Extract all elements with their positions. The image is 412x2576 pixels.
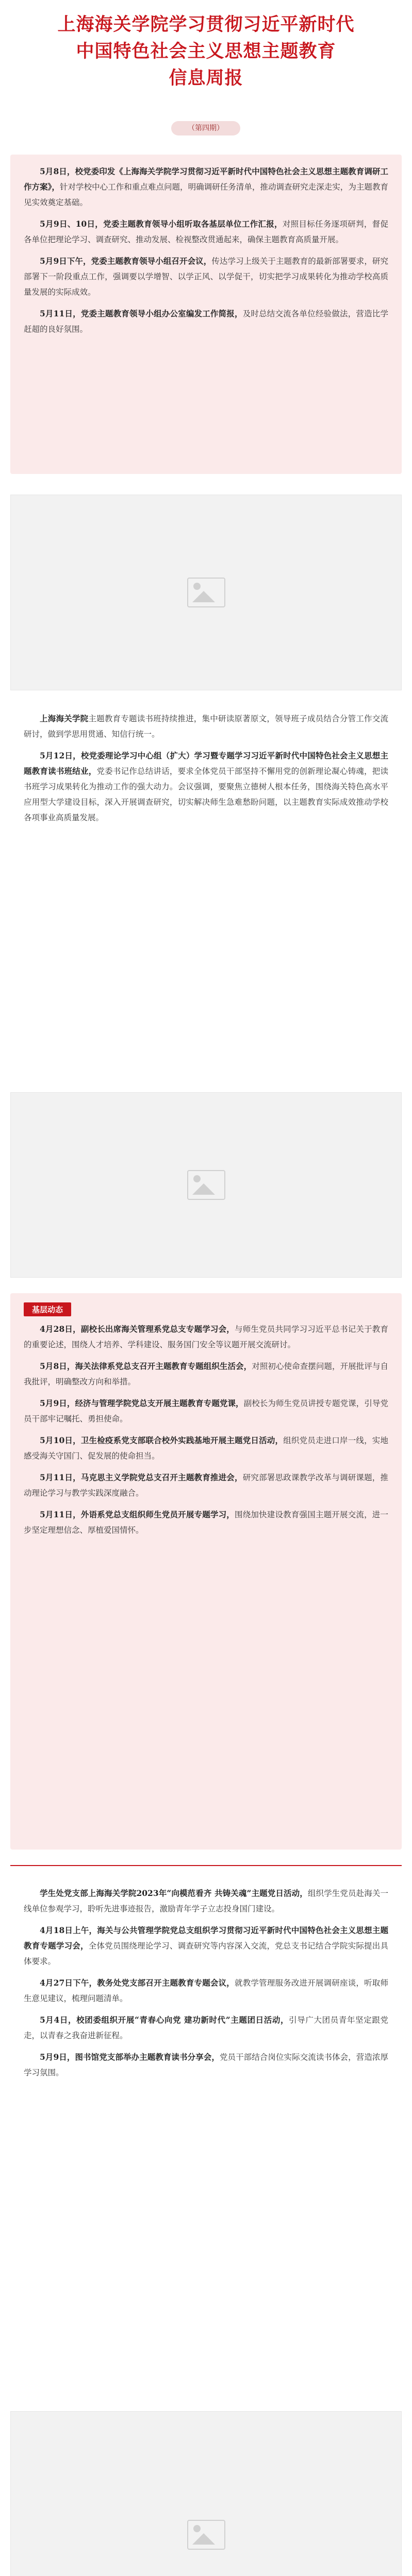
news-paragraph: 5月9日下午，党委主题教育领导小组召开会议，传达学习上级关于主题教育的最新部署要求，研究部署下一阶段重点工作，强调要以学增智、以学正风、以学促干，切实把学习成果转化为推动学校高质量发展的实际成效。 xyxy=(24,256,388,297)
report-title-line-2: 中国特色社会主义思想主题教育 xyxy=(76,41,336,62)
issue-badge: （第四期） xyxy=(171,121,240,135)
news-paragraph: 5月11日，外语系党总支组织师生党员开展专题学习，围绕加快建设教育强国主题开展交流，进一步坚定理想信念、厚植爱国情怀。 xyxy=(24,1510,388,1535)
image-placeholder-icon xyxy=(187,1170,225,1200)
news-paragraph: 5月4日，校团委组织开展“青春心向党 建功新时代”主题团日活动，引导广大团员青年坚定跟党走，以青春之我奋进新征程。 xyxy=(24,2015,388,2040)
report-header xyxy=(0,0,412,131)
news-photo xyxy=(10,2411,402,2576)
news-paragraph: 4月28日，副校长出席海关管理系党总支专题学习会，与师生党员共同学习习近平总书记关于教育的重要论述，围绕人才培养、学科建设、服务国门安全等议题开展交流研讨。 xyxy=(24,1324,388,1349)
news-paragraph: 4月27日下午，教务处党支部召开主题教育专题会议，就教学管理服务改进开展调研座谈，听取师生意见建议，梳理问题清单。 xyxy=(24,1978,388,2003)
news-paragraph: 5月9日、10日，党委主题教育领导小组听取各基层单位工作汇报，对照目标任务逐项研判，督促各单位把理论学习、调查研究、推动发展、检视整改贯通起来，确保主题教育高质量开展。 xyxy=(24,219,388,244)
report-title-line-3: 信息周报 xyxy=(169,67,243,89)
report-title-line-1: 上海海关学院学习贯彻习近平新时代 xyxy=(57,14,355,35)
section-school-news xyxy=(10,155,402,474)
news-paragraph: 4月18日上午，海关与公共管理学院党总支组织学习贯彻习近平新时代中国特色社会主义思想主题教育专题学习会，全体党员围绕理论学习、调查研究等内容深入交流，党总支书记结合学院实际提出具体要求。 xyxy=(24,1925,388,1966)
section-grassroots-news xyxy=(10,1293,402,1850)
news-paragraph: 5月9日，图书馆党支部举办主题教育读书分享会，党员干部结合岗位实际交流读书体会，营造浓厚学习氛围。 xyxy=(24,2052,388,2077)
news-paragraph: 5月8日，海关法律系党总支召开主题教育专题组织生活会，对照初心使命查摆问题，开展批评与自我批评，明确整改方向和举措。 xyxy=(24,1361,388,1386)
news-paragraph: 5月8日，校党委印发《上海海关学院学习贯彻习近平新时代中国特色社会主义思想主题教育调研工作方案》，针对学校中心工作和重点难点问题，明确调研任务清单，推动调查研究走深走实，为主题教育见实效奠定基础。 xyxy=(24,166,388,207)
news-photo xyxy=(10,495,402,690)
news-paragraph: 5月10日，卫生检疫系党支部联合校外实践基地开展主题党日活动，组织党员走进口岸一线，实地感受海关守国门、促发展的使命担当。 xyxy=(24,1435,388,1461)
news-paragraph: 5月11日，马克思主义学院党总支召开主题教育推进会，研究部署思政课教学改革与调研课题，推动理论学习与教学实践深度融合。 xyxy=(24,1472,388,1498)
section-reading-class xyxy=(10,706,402,1077)
news-photo xyxy=(10,1092,402,1278)
section-label: 基层动态 xyxy=(24,1302,71,1316)
image-placeholder-icon xyxy=(187,578,225,607)
news-paragraph: 学生处党支部上海海关学院2023年“向模范看齐 共铸关魂”主题党日活动，组织学生党员赴海关一线单位参观学习，聆听先进事迹报告，激励青年学子立志投身国门建设。 xyxy=(24,1888,388,1913)
section-divider xyxy=(10,1865,402,1866)
news-paragraph: 5月11日，党委主题教育领导小组办公室编发工作简报，及时总结交流各单位经验做法，营造比学赶超的良好氛围。 xyxy=(24,309,388,334)
news-paragraph: 5月12日，校党委理论学习中心组（扩大）学习暨专题学习习近平新时代中国特色社会主义思想主题教育读书班结业，党委书记作总结讲话，要求全体党员干部坚持不懈用党的创新理论凝心铸魂，把读书班学习成果转化为推动工作的强大动力。会议强调，要聚焦立德树人根本任务，围绕海关特色高水平应用型大学建设目标，深入开展调查研究，切实解决师生急难愁盼问题，以主题教育实际成效推动学校各项事业高质量发展。 xyxy=(24,751,388,822)
image-placeholder-icon xyxy=(187,2520,225,2550)
news-paragraph: 5月9日，经济与管理学院党总支开展主题教育专题党课，副校长为师生党员讲授专题党课，引导党员干部牢记嘱托、勇担使命。 xyxy=(24,1398,388,1423)
section-party-activities xyxy=(10,1880,402,2396)
news-paragraph: 上海海关学院主题教育专题读书班持续推进，集中研读原著原文，领导班子成员结合分管工作交流研讨，做到学思用贯通、知信行统一。 xyxy=(24,714,388,739)
